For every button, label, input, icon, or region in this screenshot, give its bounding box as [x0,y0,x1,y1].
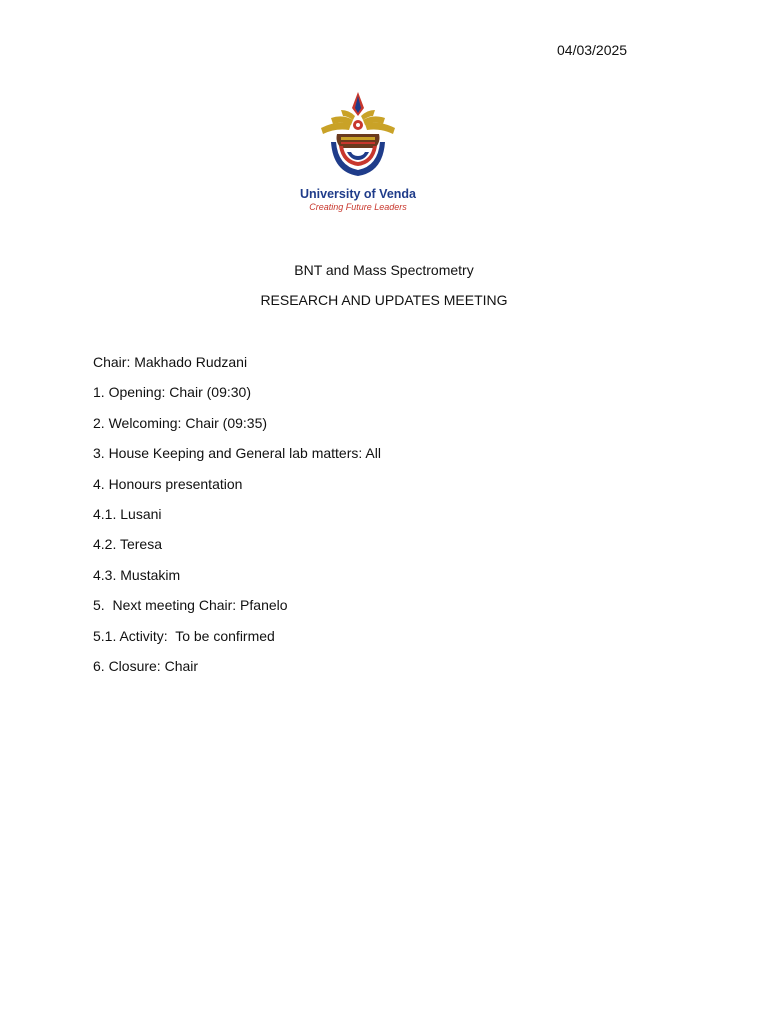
agenda-chair: Chair: Makhado Rudzani [93,354,248,370]
agenda-item: 1. Opening: Chair (09:30) [93,384,251,401]
agenda-list [93,353,381,687]
agenda-item: 6. Closure: Chair [93,657,199,674]
agenda-item: 3. House Keeping and General lab matters: All [93,445,381,462]
university-crest-icon [297,90,419,186]
university-logo [297,90,419,216]
agenda-subitem: 4.2. Teresa [93,536,163,553]
agenda-subitem: 4.1. Lusani [93,505,162,522]
logo-tagline: Creating Future Leaders [309,202,407,212]
agenda-subitem: 4.3. Mustakim [93,566,181,583]
document-subtitle: BNT and Mass Spectrometry [294,262,474,278]
agenda-subitem: 5.1. Activity: To be confirmed [93,627,275,644]
agenda-item: 5. Next meeting Chair: Pfanelo [93,597,288,614]
agenda-item: 2. Welcoming: Chair (09:35) [93,414,268,431]
document-title: RESEARCH AND UPDATES MEETING [260,292,508,308]
agenda-item: 4. Honours presentation [93,475,243,492]
document-date: 04/03/2025 [557,42,628,58]
logo-university-name: University of Venda [299,187,416,201]
